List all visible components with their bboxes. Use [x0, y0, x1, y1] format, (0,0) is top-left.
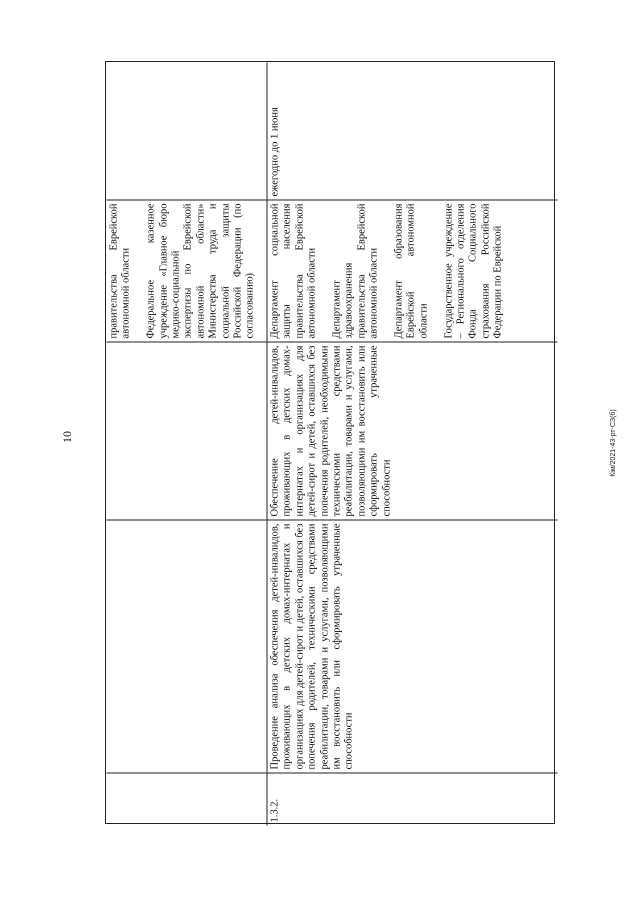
table-row	[266, 62, 557, 825]
document-code: Кім/2021-43-рт-СЗ(б)	[610, 409, 617, 477]
event-cell	[106, 520, 266, 773]
page-number: 10	[60, 431, 74, 443]
event-cell: Проведение анализа обеспечения детей-инвалидов, проживающих в детских домах-интернатах и организациях для детей-сирот и детей, оставшихся без попечения родителей, техническими средствами реабилитации, товарами и услугами, позволяющими им восстановить или сформировать утраченные способности	[267, 520, 557, 773]
executors-cell	[267, 200, 557, 342]
result-cell: Обеспечение детей-инвалидов, проживающих в детских домах-интернатах и организациях для детей-сирот и детей, оставшихся без попечения родителей, необходимыми техническими средствами реабилитации, товарами и услугами, позволяющими им восстановить или сформировать утраченные способности	[267, 342, 557, 520]
term-cell	[106, 62, 266, 200]
result-cell	[106, 342, 266, 520]
executor-text: Департамент здравоохранения правительства Еврейской автономной области	[331, 203, 380, 338]
executor-text: Департамент образования Еврейской автономной области	[393, 203, 429, 338]
executor-text: правительства Еврейской автономной области	[108, 203, 132, 338]
plan-table	[105, 61, 555, 824]
rotated-table-content	[106, 62, 556, 825]
row-number-cell: 1.3.2.	[269, 798, 280, 822]
executor-text: Департамент социальной защиты населения правительства Еврейской автономной области	[269, 203, 318, 338]
table-row	[106, 62, 266, 825]
executor-text: Федеральное казенное учреждение «Главное бюро медико-социальной экспертизы по Еврейской автономной области» Министерства труда и социальной защиты Российской Федерации (по согласованию)	[145, 203, 256, 338]
row-number-cell	[106, 773, 266, 825]
executors-cell	[106, 200, 266, 342]
executor-text: Государственное учреждение – Регионального отделения Фонда Социального страхования Российской Федерации по Еврейской	[442, 203, 504, 338]
term-cell: ежегодно до 1 июня	[267, 62, 557, 200]
